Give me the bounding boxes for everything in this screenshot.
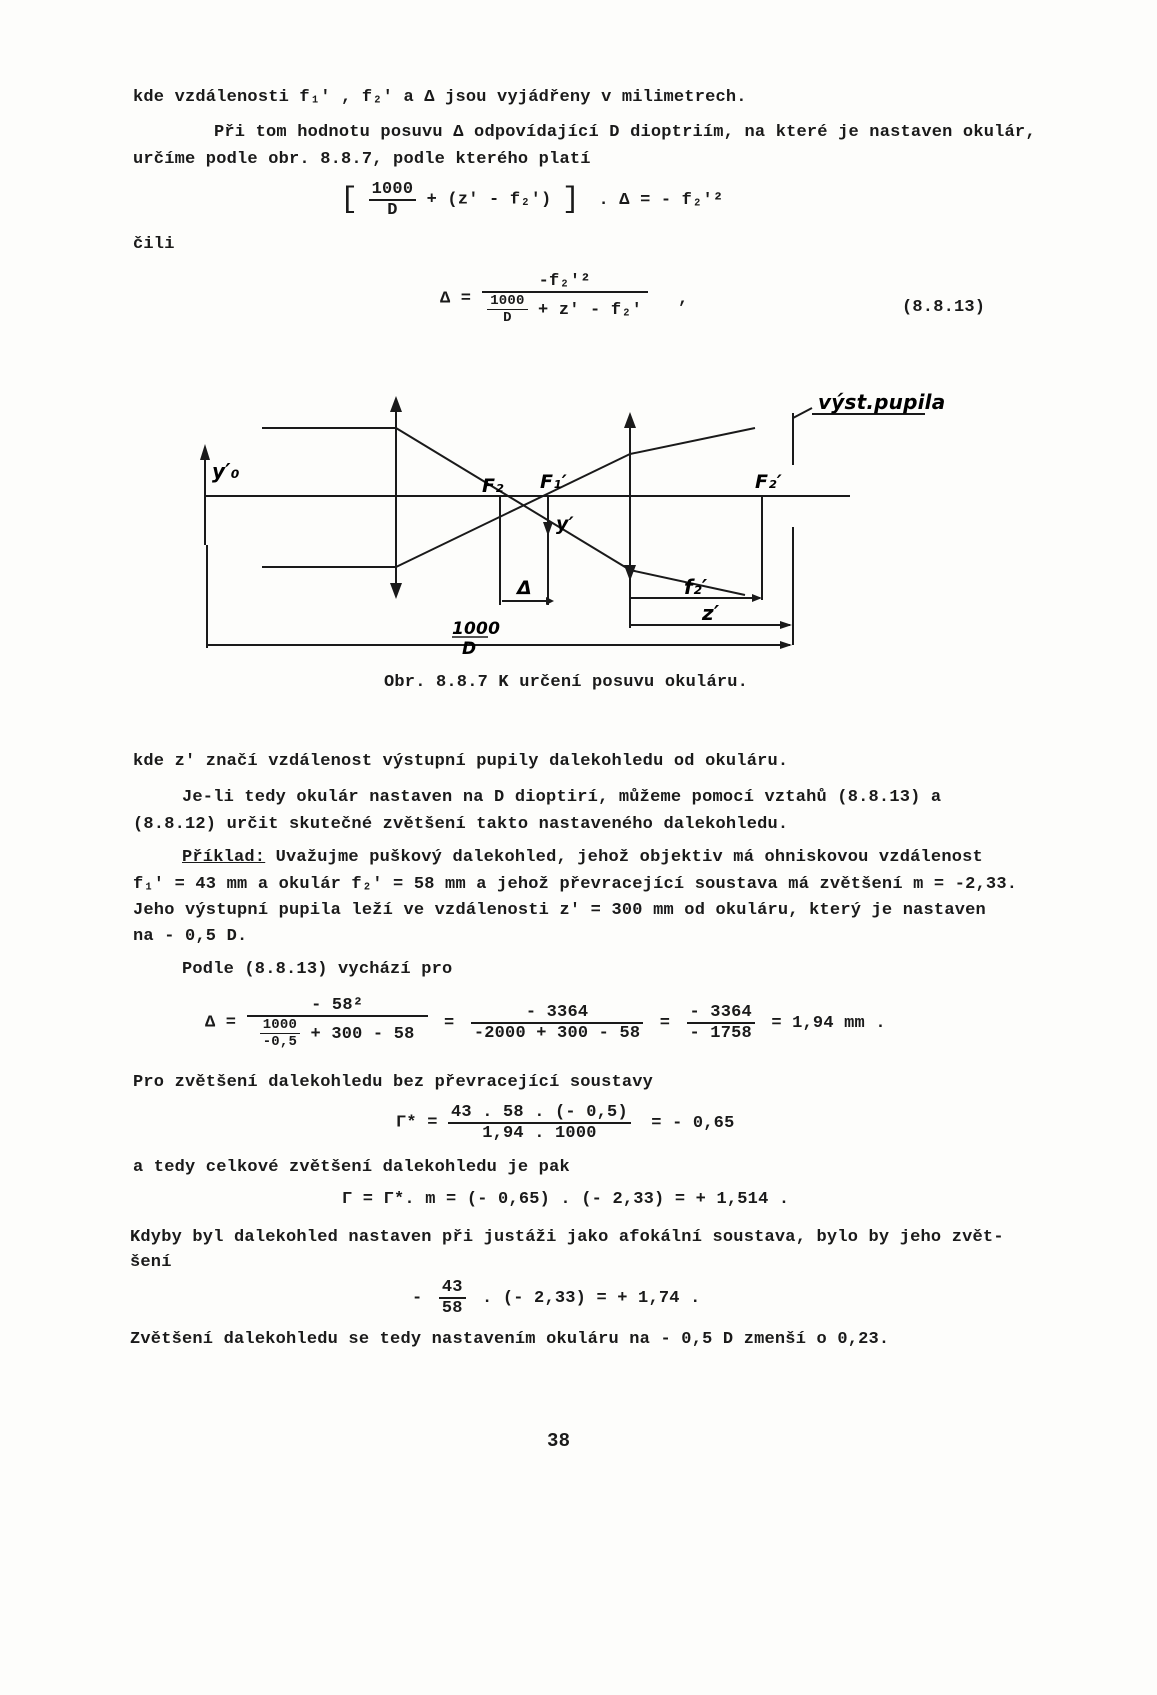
word-cili: čili — [133, 235, 175, 254]
paragraph-shift-line1: Při tom hodnotu posuvu Δ odpovídající D dioptriím, na které je nastaven okulár, — [214, 123, 1036, 142]
paragraph-kdyby-line2: šení — [130, 1253, 172, 1272]
paragraph-shift-line2: určíme podle obr. 8.8.7, podle kterého platí — [133, 150, 591, 169]
optical-diagram — [190, 380, 980, 670]
paragraph-magnification-line2: (8.8.12) určit skutečné zvětšení takto nastaveného dalekohledu. — [133, 815, 789, 834]
paragraph-conclusion: Zvětšení dalekohledu se tedy nastavením okuláru na - 0,5 D zmenší o 0,23. — [130, 1330, 890, 1349]
yp-arrowhead — [543, 522, 553, 536]
equation-gamma-total: Γ = Γ*. m = (- 0,65) . (- 2,33) = + 1,514 . — [342, 1190, 790, 1209]
paragraph-magnification-line1: Je-li tedy okulár nastaven na D dioptirí, můžeme pomocí vztahů (8.8.13) a — [182, 788, 942, 807]
equation-afocal: - $\frac{43}{58}$ . (- 2,33) = + 1,74 . — [412, 1278, 701, 1318]
fraction-delta-3: $\frac{- 3364}{- 1758}$ — [687, 1003, 755, 1043]
bracket-right: ] — [561, 183, 581, 217]
label-1000: 1000 — [452, 619, 501, 639]
label-y0: y′₀ — [212, 459, 240, 483]
equation-8-8-13: Δ = -f₂′² $\frac{1000}{D}$ + z′ - f₂′ , — [440, 272, 689, 326]
equation-condition: [ $\frac{1000}{D}$ + (z′ - f₂′) ] . Δ = - f₂′² — [340, 180, 724, 220]
objective-arrow-bottom — [390, 583, 402, 599]
fraction-delta: -f₂′² $\frac{1000}{D}$ + z′ - f₂′ — [482, 272, 648, 326]
ray-cross-1 — [396, 428, 630, 570]
label-1000-denominator: D — [462, 639, 477, 659]
label-y-prime: y′ — [556, 513, 574, 535]
label-z-prime: z′ — [702, 601, 720, 625]
eyepiece-arrow-bottom — [624, 565, 636, 581]
page-number: 38 — [547, 1430, 571, 1452]
y0-arrowhead — [200, 444, 210, 460]
fraction-delta-1: - 58² $\frac{1000}{-0,5}$ + 300 - 58 — [247, 996, 428, 1050]
eyepiece-arrow-top — [624, 412, 636, 428]
fraction-delta-2: $\frac{- 3364}{-2000 + 300 - 58}$ — [471, 1003, 643, 1043]
ray-cross-2 — [396, 454, 630, 567]
f2p-arrowhead — [752, 594, 762, 602]
paragraph-kdyby-line1: Kdyby byl dalekohled nastaven při justáži jako afokální soustava, bylo by jeho zvět- — [130, 1228, 1004, 1247]
example-line3: Jeho výstupní pupila leží ve vzdálenosti z′ = 300 mm od okuláru, který je nastaven — [133, 901, 986, 920]
fraction-43-58: $\frac{43}{58}$ — [439, 1278, 466, 1318]
example-line4: na - 0,5 D. — [133, 927, 248, 946]
example-line1: Příklad: Uvažujme puškový dalekohled, jehož objektiv má ohniskovou vzdálenost — [182, 848, 983, 867]
delta-arrowhead — [546, 597, 554, 605]
objective-arrow-top — [390, 396, 402, 412]
equation-delta-calc: Δ = - 58² $\frac{1000}{-0,5}$ + 300 - 58 = $\frac{- 3364}{-2000 + 300 - 58}$ = $\frac{- 3364}{- 1758}$ = 1,94 mm . — [205, 996, 886, 1050]
dim-1000-arrowhead — [780, 641, 792, 649]
paragraph-units: kde vzdálenosti f₁′ , f₂′ a Δ jsou vyjádřeny v milimetrech. — [133, 88, 747, 107]
paragraph-z-prime: kde z′ značí vzdálenost výstupní pupily dalekohledu od okuláru. — [133, 752, 789, 771]
ray-upper-out — [630, 428, 755, 454]
fraction-gamma-star: $\frac{43 . 58 . (- 0,5)}{1,94 . 1000}$ — [448, 1103, 631, 1143]
bracket-left: [ — [340, 183, 359, 217]
figure-caption: Obr. 8.8.7 K určení posuvu okuláru. — [384, 673, 749, 692]
equation-gamma-star: Γ* = $\frac{43 . 58 . (- 0,5)}{1,94 . 1000}$ = - 0,65 — [396, 1103, 735, 1143]
paragraph-podle: Podle (8.8.13) vychází pro — [182, 960, 453, 979]
label-F2: F₂ — [482, 475, 504, 497]
label-f2-prime: f₂′ — [684, 575, 708, 599]
label-F1-prime: F₁′ — [540, 471, 567, 493]
label-delta: Δ — [517, 577, 532, 599]
label-F2-prime: F₂′ — [755, 471, 782, 493]
zp-arrowhead — [780, 621, 792, 629]
example-label: Příklad: — [182, 848, 266, 867]
fraction-1000-over-d: $\frac{1000}{D}$ — [369, 180, 417, 220]
example-line2: f₁′ = 43 mm a okulár f₂′ = 58 mm a jehož převracející soustava má zvětšení m = -2,33. — [133, 875, 1018, 894]
paragraph-tedy: a tedy celkové zvětšení dalekohledu je pak — [133, 1158, 570, 1177]
label-exit-pupil: výst.pupila — [818, 390, 946, 414]
equation-number: (8.8.13) — [902, 298, 986, 317]
pupil-leader — [793, 408, 812, 418]
paragraph-pro: Pro zvětšení dalekohledu bez převracející soustavy — [133, 1073, 654, 1092]
